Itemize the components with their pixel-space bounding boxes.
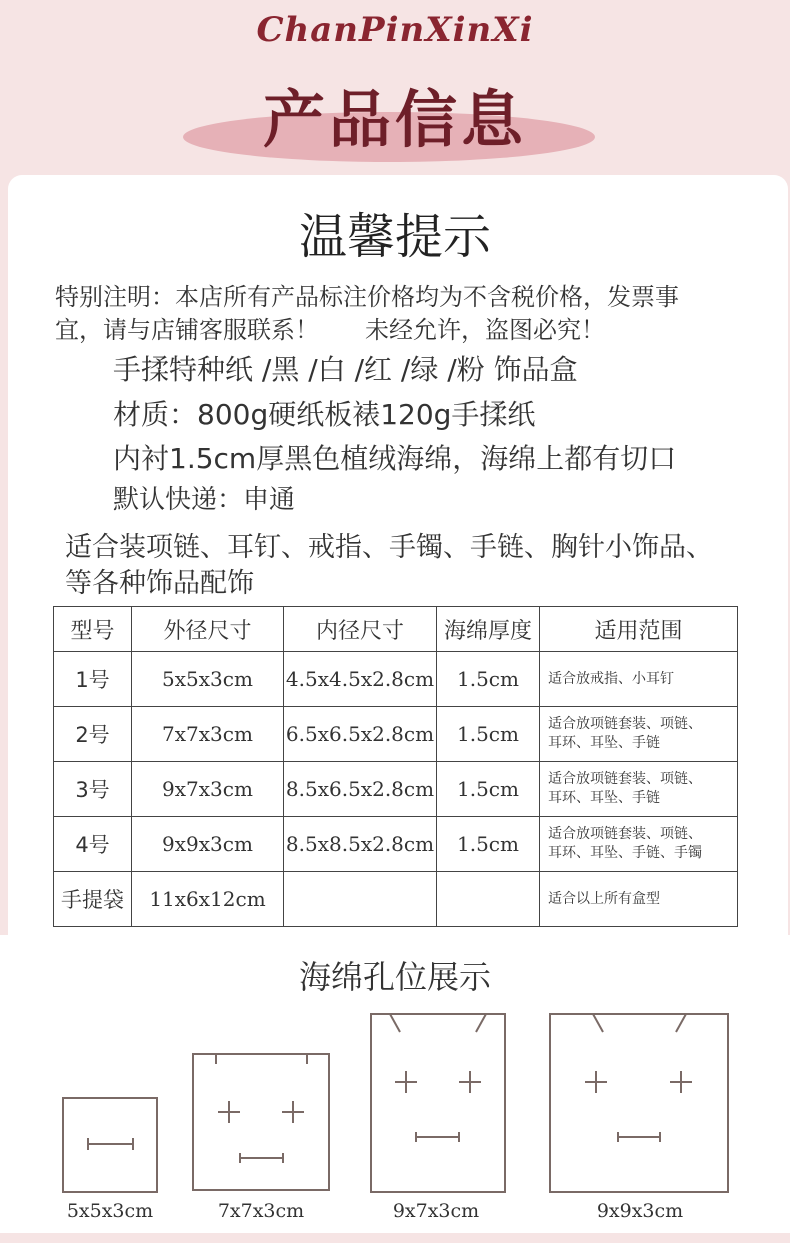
sponge-title: 海绵孔位展示 — [298, 958, 491, 996]
cell-outer: 7x7x3cm — [132, 707, 284, 762]
lining-line: 内衬1.5cm厚黑色植绒海绵，海绵上都有切口 — [113, 442, 677, 475]
header-sponge-thickness: 海绵厚度 — [437, 607, 540, 652]
cell-inner — [284, 872, 437, 927]
cell-inner: 4.5x4.5x2.8cm — [284, 652, 437, 707]
header-inner-size: 内径尺寸 — [284, 607, 437, 652]
usage-line: 适合放项链套装、项链、 — [548, 716, 702, 732]
table-row — [54, 652, 738, 707]
table-header-row — [54, 607, 738, 652]
cell-usage — [540, 817, 738, 872]
usage-line: 适合以上所有盒型 — [548, 890, 660, 907]
usage-line: 耳环、耳坠、手链、手镯 — [548, 845, 702, 861]
sponge-diagram-9x7 — [371, 1014, 505, 1192]
cell-inner: 8.5x6.5x2.8cm — [284, 762, 437, 817]
cell-usage — [540, 872, 738, 927]
cell-model: 1号 — [54, 652, 132, 707]
cell-outer: 11x6x12cm — [132, 872, 284, 927]
cell-usage — [540, 707, 738, 762]
header-pinyin: ChanPinXinXi — [256, 10, 534, 50]
material-line: 材质：800g硬纸板裱120g手揉纸 — [113, 398, 536, 431]
cell-model: 手提袋 — [54, 872, 132, 927]
spec-table — [53, 606, 738, 927]
bottom-band — [0, 1233, 790, 1243]
cell-outer: 5x5x3cm — [132, 652, 284, 707]
table-row — [54, 707, 738, 762]
cell-outer: 9x7x3cm — [132, 762, 284, 817]
size-label-9x7: 9x7x3cm — [392, 1200, 480, 1222]
usage-line: 适合放项链套装、项链、 — [548, 826, 702, 842]
cell-inner: 6.5x6.5x2.8cm — [284, 707, 437, 762]
sponge-diagram-9x9 — [550, 1014, 728, 1192]
cell-outer: 9x9x3cm — [132, 817, 284, 872]
table-row — [54, 817, 738, 872]
cell-model: 4号 — [54, 817, 132, 872]
cell-sponge — [437, 872, 540, 927]
notice-copyright: 未经允许，盗图必究！ — [365, 316, 605, 344]
size-label-7x7: 7x7x3cm — [217, 1200, 305, 1222]
usage-line: 耳环、耳坠、手链 — [548, 735, 660, 751]
usage-line: 适合放项链套装、项链、 — [548, 771, 702, 787]
notice-line-2 — [55, 310, 605, 345]
cell-sponge: 1.5cm — [437, 707, 540, 762]
notice-contact: 宜，请与店铺客服联系！ — [55, 316, 319, 344]
cell-usage — [540, 762, 738, 817]
cell-sponge: 1.5cm — [437, 652, 540, 707]
table-row — [54, 872, 738, 927]
header-banner — [0, 0, 790, 180]
suitable-line-2: 等各种饰品配饰 — [65, 568, 254, 599]
header-outer-size: 外径尺寸 — [132, 607, 284, 652]
cell-usage — [540, 652, 738, 707]
sponge-diagram-5x5 — [63, 1098, 157, 1192]
cell-inner: 8.5x8.5x2.8cm — [284, 817, 437, 872]
header-model: 型号 — [54, 607, 132, 652]
table-row — [54, 762, 738, 817]
product-line: 手揉特种纸 /黑 /白 /红 /绿 /粉 饰品盒 — [113, 353, 578, 386]
cell-model: 2号 — [54, 707, 132, 762]
cell-sponge: 1.5cm — [437, 762, 540, 817]
size-label-9x9: 9x9x3cm — [596, 1200, 684, 1222]
tips-title: 温馨提示 — [298, 209, 491, 265]
shipping-line: 默认快递：申通 — [113, 485, 296, 515]
size-label-5x5: 5x5x3cm — [66, 1200, 154, 1222]
notice-line-1: 特别注明：本店所有产品标注价格均为不含税价格，发票事 — [55, 283, 679, 311]
usage-line: 耳环、耳坠、手链 — [548, 790, 660, 806]
header-title: 产品信息 — [262, 83, 527, 156]
usage-line: 适合放戒指、小耳钉 — [548, 670, 674, 687]
cell-model: 3号 — [54, 762, 132, 817]
suitable-line-1: 适合装项链、耳钉、戒指、手镯、手链、胸针小饰品、 — [65, 532, 713, 563]
header-usage: 适用范围 — [540, 607, 738, 652]
cell-sponge: 1.5cm — [437, 817, 540, 872]
sponge-diagram-7x7 — [193, 1054, 329, 1190]
sponge-diagrams — [0, 1000, 790, 1200]
